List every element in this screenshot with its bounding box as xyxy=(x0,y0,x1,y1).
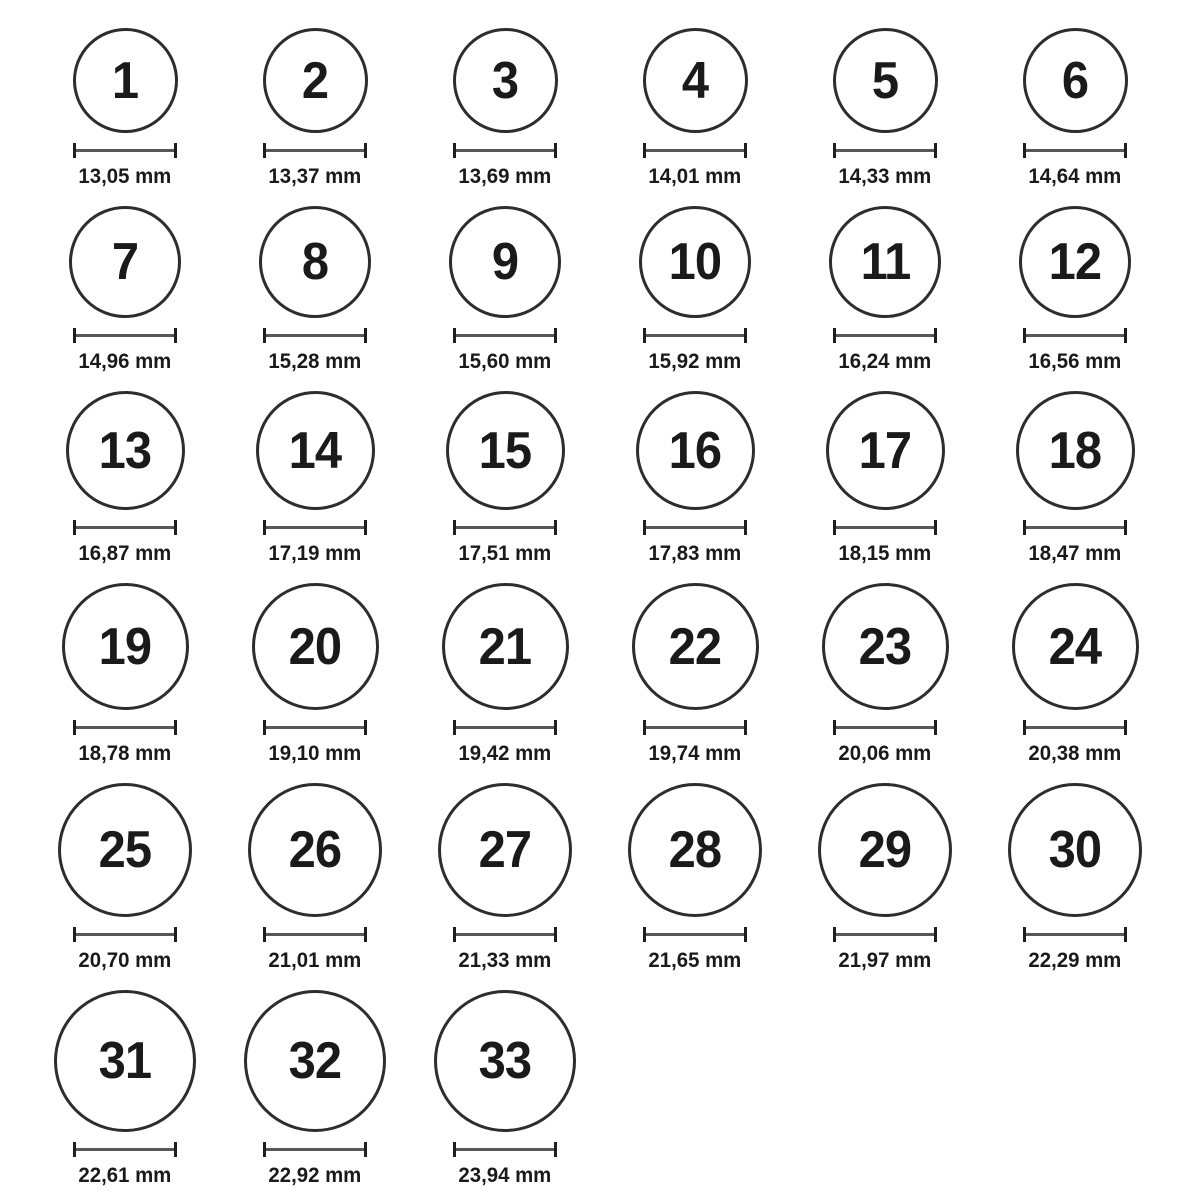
measure-endcap-right-icon xyxy=(174,927,177,942)
measure-bar xyxy=(76,933,174,936)
diameter-measure-line xyxy=(643,520,747,535)
measure-endcap-right-icon xyxy=(934,927,937,942)
measure-endcap-right-icon xyxy=(1124,927,1127,942)
measure-bar xyxy=(456,334,554,337)
ring-size-cell xyxy=(30,783,220,972)
measure-bar xyxy=(456,149,554,152)
measure-endcap-right-icon xyxy=(1124,720,1127,735)
ring-circle xyxy=(259,206,371,318)
diameter-measure-line xyxy=(833,328,937,343)
measure-bar xyxy=(646,149,744,152)
ring-size-number: 30 xyxy=(1048,821,1102,880)
ring-size-number: 6 xyxy=(1061,51,1089,110)
ring-size-cell xyxy=(980,583,1170,765)
ring-size-cell xyxy=(220,391,410,565)
ring-size-cell xyxy=(410,583,600,765)
ring-circle xyxy=(1012,583,1139,710)
measure-endcap-right-icon xyxy=(934,720,937,735)
ring-size-number: 16 xyxy=(668,421,722,480)
diameter-label: 18,47 mm xyxy=(1028,542,1122,566)
diameter-measure-line xyxy=(263,520,367,535)
diameter-label: 19,42 mm xyxy=(458,742,552,766)
ring-size-cell xyxy=(30,583,220,765)
ring-size-cell xyxy=(980,391,1170,565)
diameter-label: 19,10 mm xyxy=(268,742,362,766)
diameter-label: 20,38 mm xyxy=(1028,742,1122,766)
diameter-measure-line xyxy=(263,927,367,942)
ring-size-number: 3 xyxy=(491,51,519,110)
diameter-measure-line xyxy=(453,1142,557,1157)
ring-circle xyxy=(818,783,952,917)
measure-endcap-right-icon xyxy=(554,927,557,942)
ring-circle xyxy=(442,583,569,710)
ring-size-cell xyxy=(980,783,1170,972)
diameter-label: 22,29 mm xyxy=(1028,949,1122,973)
diameter-measure-line xyxy=(1023,720,1127,735)
diameter-label: 14,96 mm xyxy=(78,350,172,374)
ring-size-number: 13 xyxy=(98,421,152,480)
diameter-label: 16,87 mm xyxy=(78,542,172,566)
diameter-measure-line xyxy=(833,143,937,158)
measure-bar xyxy=(76,726,174,729)
ring-size-cell xyxy=(220,206,410,373)
measure-endcap-right-icon xyxy=(744,143,747,158)
measure-endcap-right-icon xyxy=(174,1142,177,1157)
ring-size-cell xyxy=(30,990,220,1187)
ring-size-number: 26 xyxy=(288,821,342,880)
diameter-label: 15,28 mm xyxy=(268,350,362,374)
ring-size-number: 9 xyxy=(491,233,519,292)
ring-size-number: 18 xyxy=(1048,421,1102,480)
diameter-measure-line xyxy=(453,328,557,343)
diameter-label: 18,15 mm xyxy=(838,542,932,566)
measure-bar xyxy=(76,334,174,337)
measure-bar xyxy=(266,933,364,936)
measure-endcap-right-icon xyxy=(934,143,937,158)
measure-bar xyxy=(76,526,174,529)
ring-circle xyxy=(822,583,949,710)
measure-endcap-right-icon xyxy=(744,927,747,942)
ring-size-number: 4 xyxy=(681,51,709,110)
ring-circle xyxy=(58,783,192,917)
measure-bar xyxy=(836,334,934,337)
measure-bar xyxy=(76,1148,174,1151)
diameter-label: 22,92 mm xyxy=(268,1164,362,1188)
ring-size-cell xyxy=(600,583,790,765)
diameter-label: 14,01 mm xyxy=(648,165,742,188)
ring-circle xyxy=(263,28,368,133)
ring-size-cell xyxy=(600,391,790,565)
ring-size-cell xyxy=(410,391,600,565)
ring-size-cell xyxy=(790,206,980,373)
diameter-label: 15,92 mm xyxy=(648,350,742,374)
ring-size-cell xyxy=(410,28,600,188)
diameter-measure-line xyxy=(1023,927,1127,942)
ring-size-cell xyxy=(600,28,790,188)
measure-endcap-right-icon xyxy=(1124,143,1127,158)
measure-endcap-right-icon xyxy=(744,520,747,535)
diameter-label: 21,65 mm xyxy=(648,949,742,973)
ring-circle xyxy=(438,783,572,917)
measure-endcap-right-icon xyxy=(744,720,747,735)
measure-bar xyxy=(266,726,364,729)
diameter-measure-line xyxy=(263,143,367,158)
ring-size-number: 19 xyxy=(98,617,152,676)
ring-size-number: 33 xyxy=(478,1032,532,1091)
ring-size-cell xyxy=(30,28,220,188)
ring-circle xyxy=(826,391,945,510)
diameter-measure-line xyxy=(643,328,747,343)
ring-size-number: 22 xyxy=(668,617,722,676)
measure-endcap-right-icon xyxy=(364,720,367,735)
ring-circle xyxy=(252,583,379,710)
ring-size-number: 21 xyxy=(478,617,532,676)
measure-endcap-right-icon xyxy=(174,720,177,735)
ring-circle xyxy=(66,391,185,510)
diameter-label: 20,70 mm xyxy=(78,949,172,973)
measure-endcap-right-icon xyxy=(554,520,557,535)
diameter-measure-line xyxy=(833,720,937,735)
ring-size-cell xyxy=(600,206,790,373)
ring-size-cell xyxy=(980,28,1170,188)
measure-bar xyxy=(836,149,934,152)
measure-bar xyxy=(456,526,554,529)
measure-endcap-right-icon xyxy=(174,328,177,343)
diameter-measure-line xyxy=(453,143,557,158)
measure-bar xyxy=(266,1148,364,1151)
diameter-label: 21,33 mm xyxy=(458,949,552,973)
diameter-label: 13,05 mm xyxy=(78,165,172,188)
diameter-label: 19,74 mm xyxy=(648,742,742,766)
ring-size-cell xyxy=(220,28,410,188)
diameter-measure-line xyxy=(643,720,747,735)
diameter-label: 17,19 mm xyxy=(268,542,362,566)
ring-size-number: 14 xyxy=(288,421,342,480)
ring-circle xyxy=(1023,28,1128,133)
diameter-measure-line xyxy=(73,520,177,535)
measure-endcap-right-icon xyxy=(744,328,747,343)
diameter-label: 17,51 mm xyxy=(458,542,552,566)
diameter-label: 15,60 mm xyxy=(458,350,552,374)
ring-circle xyxy=(829,206,941,318)
ring-circle xyxy=(639,206,751,318)
measure-bar xyxy=(1026,149,1124,152)
diameter-label: 14,64 mm xyxy=(1028,165,1122,188)
diameter-measure-line xyxy=(1023,520,1127,535)
diameter-label: 21,97 mm xyxy=(838,949,932,973)
diameter-measure-line xyxy=(73,720,177,735)
ring-size-cell xyxy=(220,783,410,972)
diameter-measure-line xyxy=(263,720,367,735)
ring-circle xyxy=(244,990,386,1132)
ring-size-number: 31 xyxy=(98,1032,152,1091)
measure-endcap-right-icon xyxy=(554,720,557,735)
ring-size-number: 17 xyxy=(858,421,912,480)
measure-bar xyxy=(76,149,174,152)
measure-bar xyxy=(456,1148,554,1151)
ring-size-number: 24 xyxy=(1048,617,1102,676)
ring-size-cell xyxy=(30,206,220,373)
ring-circle xyxy=(643,28,748,133)
ring-size-number: 28 xyxy=(668,821,722,880)
ring-circle xyxy=(69,206,181,318)
ring-size-cell xyxy=(220,990,410,1187)
diameter-measure-line xyxy=(453,520,557,535)
diameter-measure-line xyxy=(73,328,177,343)
measure-bar xyxy=(266,149,364,152)
ring-size-number: 5 xyxy=(871,51,899,110)
ring-circle xyxy=(833,28,938,133)
ring-size-cell xyxy=(410,206,600,373)
measure-bar xyxy=(646,726,744,729)
measure-bar xyxy=(456,933,554,936)
diameter-label: 22,61 mm xyxy=(78,1164,172,1188)
ring-size-cell xyxy=(600,783,790,972)
ring-circle xyxy=(248,783,382,917)
ring-size-number: 7 xyxy=(111,233,139,292)
ring-circle xyxy=(256,391,375,510)
ring-size-number: 15 xyxy=(478,421,532,480)
ring-circle xyxy=(62,583,189,710)
diameter-label: 18,78 mm xyxy=(78,742,172,766)
ring-size-number: 29 xyxy=(858,821,912,880)
ring-circle xyxy=(446,391,565,510)
ring-size-number: 12 xyxy=(1048,233,1102,292)
diameter-label: 13,37 mm xyxy=(268,165,362,188)
measure-bar xyxy=(646,933,744,936)
diameter-measure-line xyxy=(1023,328,1127,343)
diameter-measure-line xyxy=(263,328,367,343)
ring-circle xyxy=(636,391,755,510)
ring-size-number: 27 xyxy=(478,821,532,880)
ring-circle xyxy=(1019,206,1131,318)
measure-endcap-right-icon xyxy=(174,143,177,158)
ring-circle xyxy=(453,28,558,133)
ring-size-cell xyxy=(30,391,220,565)
ring-size-number: 32 xyxy=(288,1032,342,1091)
diameter-label: 21,01 mm xyxy=(268,949,362,973)
ring-circle xyxy=(1016,391,1135,510)
measure-endcap-right-icon xyxy=(934,328,937,343)
diameter-measure-line xyxy=(73,927,177,942)
measure-bar xyxy=(836,726,934,729)
measure-bar xyxy=(266,334,364,337)
ring-circle xyxy=(54,990,196,1132)
ring-size-cell xyxy=(220,583,410,765)
measure-endcap-right-icon xyxy=(1124,520,1127,535)
measure-bar xyxy=(836,933,934,936)
measure-endcap-right-icon xyxy=(1124,328,1127,343)
ring-size-cell xyxy=(410,990,600,1187)
ring-size-cell xyxy=(980,206,1170,373)
ring-circle xyxy=(632,583,759,710)
diameter-measure-line xyxy=(453,927,557,942)
ring-circle xyxy=(73,28,178,133)
ring-size-number: 20 xyxy=(288,617,342,676)
measure-endcap-right-icon xyxy=(934,520,937,535)
ring-size-cell xyxy=(790,28,980,188)
measure-bar xyxy=(646,526,744,529)
diameter-label: 14,33 mm xyxy=(838,165,932,188)
ring-size-number: 8 xyxy=(301,233,329,292)
measure-bar xyxy=(1026,526,1124,529)
measure-endcap-right-icon xyxy=(364,1142,367,1157)
measure-endcap-right-icon xyxy=(364,328,367,343)
diameter-label: 13,69 mm xyxy=(458,165,552,188)
diameter-label: 23,94 mm xyxy=(458,1164,552,1188)
ring-size-cell xyxy=(790,391,980,565)
measure-endcap-right-icon xyxy=(554,143,557,158)
diameter-measure-line xyxy=(263,1142,367,1157)
ring-size-number: 25 xyxy=(98,821,152,880)
ring-size-number: 2 xyxy=(301,51,329,110)
measure-bar xyxy=(836,526,934,529)
measure-endcap-right-icon xyxy=(364,520,367,535)
measure-endcap-right-icon xyxy=(364,143,367,158)
diameter-measure-line xyxy=(1023,143,1127,158)
diameter-label: 16,56 mm xyxy=(1028,350,1122,374)
diameter-measure-line xyxy=(73,1142,177,1157)
measure-endcap-right-icon xyxy=(554,328,557,343)
measure-endcap-right-icon xyxy=(364,927,367,942)
measure-bar xyxy=(1026,334,1124,337)
ring-size-number: 11 xyxy=(860,233,910,292)
ring-size-cell xyxy=(410,783,600,972)
ring-size-number: 23 xyxy=(858,617,912,676)
diameter-measure-line xyxy=(833,927,937,942)
diameter-label: 16,24 mm xyxy=(838,350,932,374)
measure-bar xyxy=(1026,933,1124,936)
ring-size-number: 1 xyxy=(111,51,139,110)
diameter-measure-line xyxy=(643,143,747,158)
ring-circle xyxy=(449,206,561,318)
ring-circle xyxy=(1008,783,1142,917)
ring-size-number: 10 xyxy=(668,233,722,292)
measure-endcap-right-icon xyxy=(174,520,177,535)
diameter-measure-line xyxy=(643,927,747,942)
ring-size-cell xyxy=(790,783,980,972)
diameter-measure-line xyxy=(833,520,937,535)
diameter-measure-line xyxy=(453,720,557,735)
ring-circle xyxy=(434,990,576,1132)
measure-endcap-right-icon xyxy=(554,1142,557,1157)
measure-bar xyxy=(646,334,744,337)
diameter-measure-line xyxy=(73,143,177,158)
ring-circle xyxy=(628,783,762,917)
measure-bar xyxy=(1026,726,1124,729)
diameter-label: 17,83 mm xyxy=(648,542,742,566)
measure-bar xyxy=(266,526,364,529)
diameter-label: 20,06 mm xyxy=(838,742,932,766)
ring-size-cell xyxy=(790,583,980,765)
measure-bar xyxy=(456,726,554,729)
